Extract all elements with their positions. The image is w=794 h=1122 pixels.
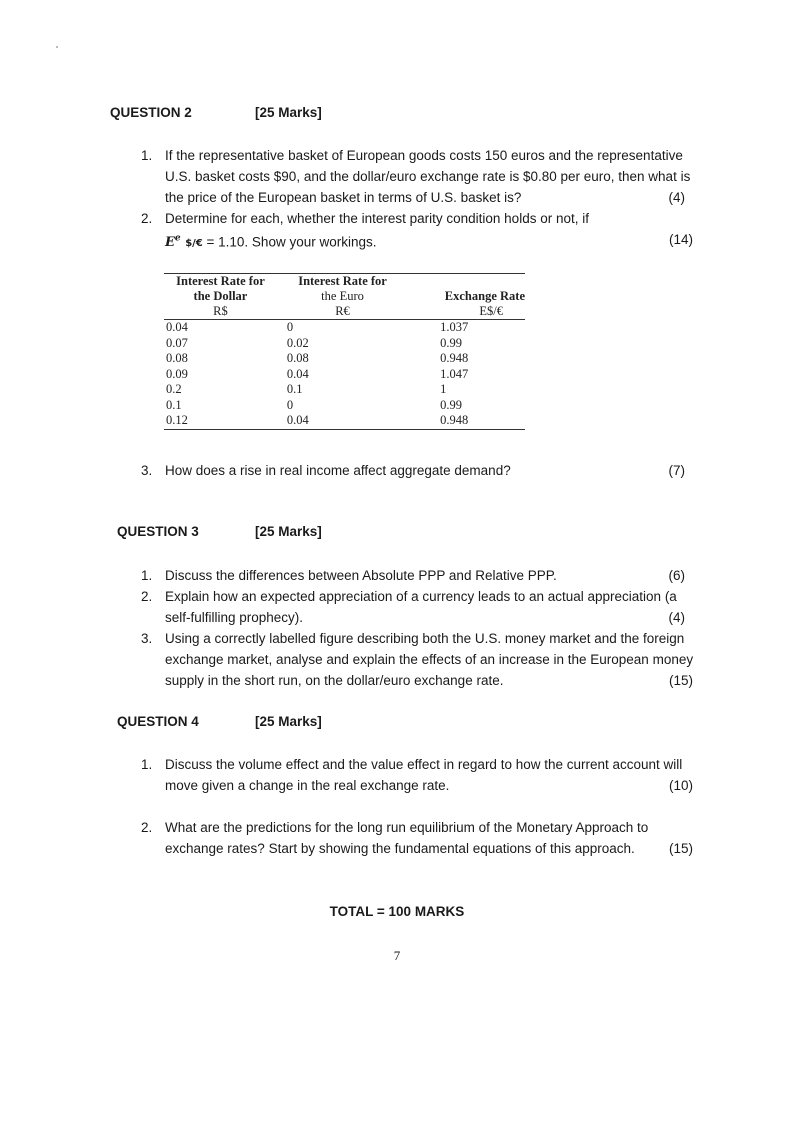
- expected-exchange-rate-formula: [165, 229, 685, 250]
- exchange-rate-cell: 0.99: [440, 397, 463, 412]
- dollar-rate-cell: 0.08: [166, 351, 188, 365]
- text-line: U.S. basket costs $90, and the dollar/euro exchange rate is $0.80 per euro, then what is: [165, 169, 691, 184]
- question-title: QUESTION 4: [117, 714, 199, 729]
- item-number: 2.: [141, 820, 153, 835]
- question-marks: [25 Marks]: [255, 714, 322, 729]
- exchange-rate-cell: 1.047: [440, 366, 469, 381]
- item-text: [165, 145, 691, 208]
- table-body: [164, 320, 525, 430]
- item-text: [165, 817, 685, 859]
- exchange-rate-cell: 0.948: [440, 413, 469, 427]
- question-title: QUESTION 3: [117, 524, 199, 539]
- item-number: 1.: [141, 757, 153, 772]
- item-text: [165, 208, 685, 250]
- item-text: [165, 460, 685, 481]
- exchange-rate-cell: 1.037: [440, 320, 469, 334]
- question-marks: [25 Marks]: [255, 524, 322, 539]
- dollar-rate-cell: 0.04: [166, 320, 188, 334]
- text-line: supply in the short run, on the dollar/euro exchange rate.: [165, 673, 504, 688]
- item-number: 2.: [141, 211, 153, 226]
- text-line: What are the predictions for the long run equilibrium of the Monetary Approach to: [165, 820, 649, 835]
- q4-item-2: [141, 817, 693, 859]
- interest-rate-table: [164, 273, 525, 430]
- question-title: QUESTION 2: [110, 105, 192, 120]
- table-row: [164, 398, 525, 414]
- euro-rate-cell: 0.08: [286, 351, 309, 365]
- dollar-rate-cell: 0.12: [166, 413, 188, 427]
- item-text: [165, 565, 685, 586]
- dollar-rate-cell: 0.1: [166, 397, 182, 412]
- item-marks: (10): [668, 778, 693, 793]
- page-number: 7: [393, 948, 401, 963]
- q4-item-1: [141, 754, 693, 796]
- item-text: [165, 754, 685, 796]
- item-text: [165, 586, 685, 628]
- euro-rate-cell: 0: [286, 320, 294, 334]
- table-row: [164, 382, 525, 398]
- euro-rate-cell: 0.04: [286, 366, 309, 381]
- item-marks: (4): [668, 190, 685, 205]
- item-marks: (4): [668, 610, 685, 625]
- euro-rate-cell: 0: [286, 397, 294, 412]
- euro-rate-cell: 0.02: [286, 335, 309, 350]
- item-marks: (15): [668, 673, 693, 688]
- text-line: If the representative basket of European goods costs 150 euros and the representative: [165, 148, 683, 163]
- item-text: [165, 628, 694, 691]
- text-line: the price of the European basket in terms of U.S. basket is?: [165, 190, 522, 205]
- exchange-rate-cell: 0.99: [440, 335, 463, 350]
- item-marks: (15): [668, 841, 693, 856]
- q3-item-3: [141, 628, 693, 691]
- header-exchange-rate: Exchange Rate E$/€: [444, 289, 525, 318]
- text-line: Discuss the differences between Absolute PPP and Relative PPP.: [165, 568, 557, 583]
- item-number: 3.: [141, 631, 153, 646]
- header-dollar-rate: Interest Rate for the Dollar R$: [176, 274, 265, 318]
- q2-item-3: [141, 460, 693, 481]
- item-marks: (6): [668, 568, 685, 583]
- item-number: 1.: [141, 568, 153, 583]
- text-line: Determine for each, whether the interest parity condition holds or not, if: [165, 211, 589, 226]
- table-row: [164, 413, 525, 429]
- text-line: How does a rise in real income affect aggregate demand?: [165, 463, 511, 478]
- header-euro-rate: Interest Rate for the Euro R€: [298, 274, 387, 318]
- total-marks: TOTAL = 100 MARKS: [329, 904, 465, 919]
- text-line: Using a correctly labelled figure describing both the U.S. money market and the foreign: [165, 631, 685, 646]
- formula-symbol: $E^e$ $/€: [165, 234, 203, 251]
- formula-text: = 1.10. Show your workings.: [202, 234, 377, 250]
- text-line: Discuss the volume effect and the value effect in regard to how the current account will: [165, 757, 683, 772]
- text-line: exchange rates? Start by showing the fundamental equations of this approach.: [165, 841, 635, 856]
- dollar-rate-cell: 0.09: [166, 366, 188, 381]
- euro-rate-cell: 0.04: [286, 413, 309, 427]
- q2-item-2: [141, 208, 693, 250]
- table-row: [164, 351, 525, 367]
- dollar-rate-cell: 0.2: [166, 382, 182, 396]
- table-row: [164, 367, 525, 383]
- table-row: [164, 320, 525, 336]
- table-row: [164, 336, 525, 352]
- item-number: 2.: [141, 589, 153, 604]
- q3-item-2: [141, 586, 693, 628]
- q3-item-1: [141, 565, 693, 586]
- item-marks: (14): [668, 232, 693, 247]
- euro-rate-cell: 0.1: [286, 382, 303, 396]
- item-number: 1.: [141, 148, 153, 163]
- item-marks: (7): [668, 463, 685, 478]
- text-line: move given a change in the real exchange rate.: [165, 778, 450, 793]
- exchange-rate-cell: 0.948: [440, 351, 469, 365]
- exchange-rate-cell: 1: [440, 382, 447, 396]
- table-header-row: [164, 274, 525, 320]
- text-line: exchange market, analyse and explain the effects of an increase in the European money: [165, 652, 694, 667]
- question-marks: [25 Marks]: [255, 105, 322, 120]
- text-line: Explain how an expected appreciation of a currency leads to an actual appreciation (a: [165, 589, 677, 604]
- scan-speck: [56, 46, 58, 48]
- text-line: self-fulfilling prophecy).: [165, 610, 304, 625]
- q2-item-1: [141, 145, 693, 208]
- dollar-rate-cell: 0.07: [166, 335, 188, 350]
- item-number: 3.: [141, 463, 153, 478]
